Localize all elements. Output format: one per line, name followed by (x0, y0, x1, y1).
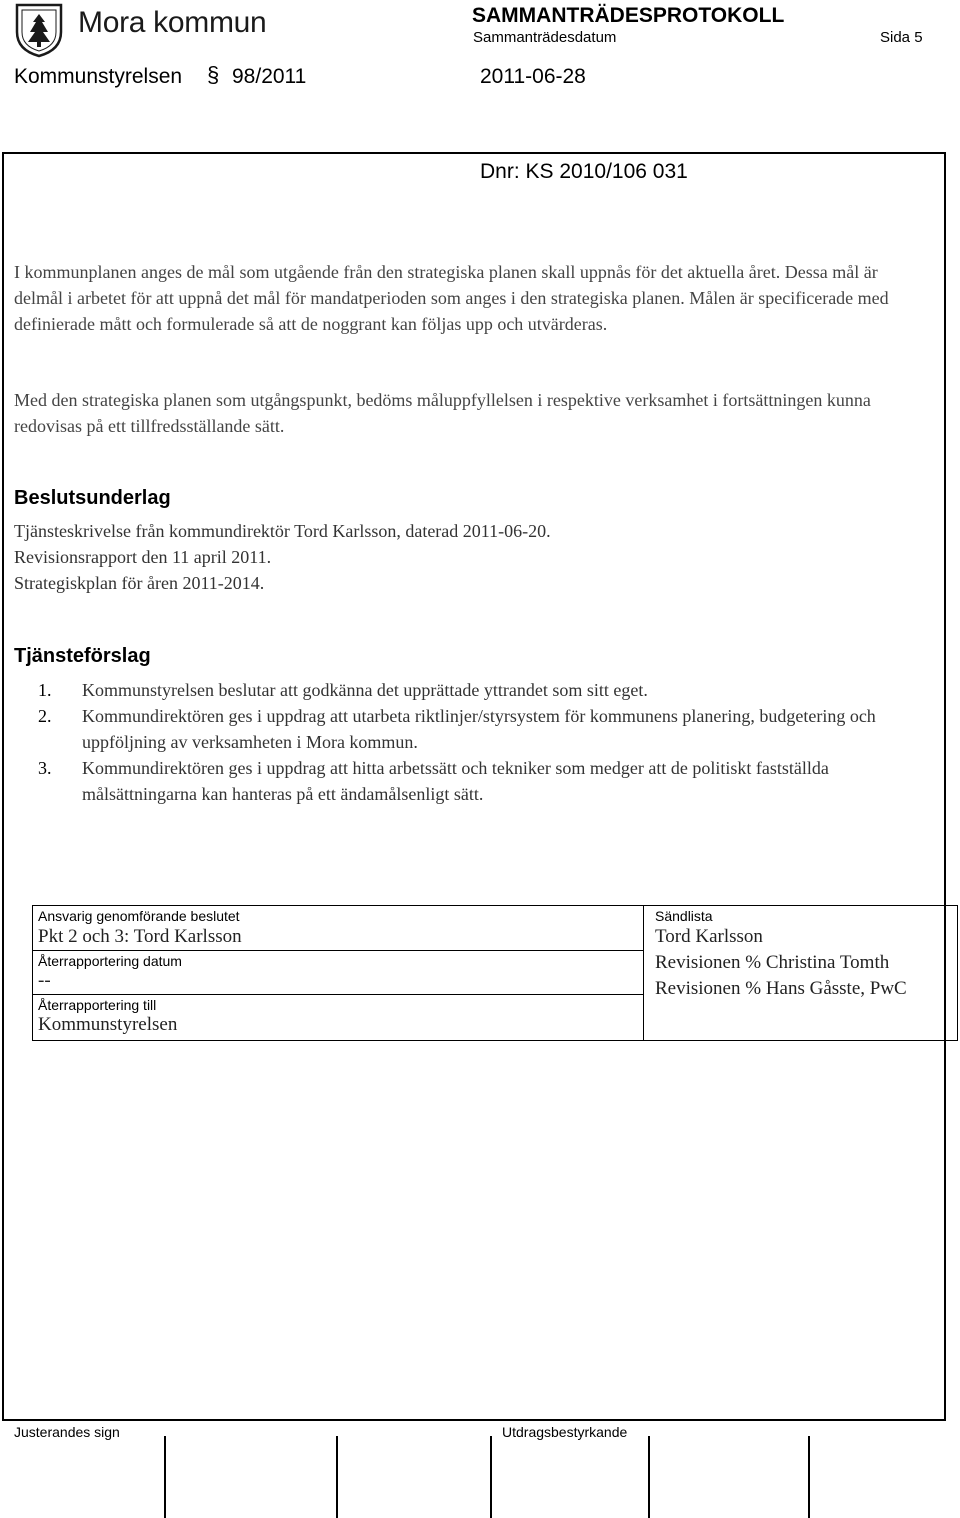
brand-name: Mora kommun (78, 6, 267, 39)
table-divider (32, 994, 644, 995)
beslutsunderlag-item: Tjänsteskrivelse från kommundirektör Tord Karlsson, daterad 2011-06-20. (14, 521, 551, 541)
meeting-date-label: Sammanträdesdatum (473, 29, 617, 46)
page-number: Sida 5 (880, 29, 923, 46)
body-paragraph: Med den strategiska planen som utgångspunkt, bedöms måluppfyllelsen i respektive verksamhet i fortsättningen kunna redovisas på ett tillfredsställande sätt. (14, 390, 871, 436)
proposal-text: Kommundirektören ges i uppdrag att utarbeta riktlinjer/styrsystem för kommunens planering, budgetering och uppföljning av verksamheten i Mora kommun. (82, 706, 876, 752)
tjansteforslag-heading: Tjänsteförslag (14, 645, 151, 667)
diary-number: Dnr: KS 2010/106 031 (480, 160, 688, 183)
report-date-label: Återrapportering datum (38, 953, 182, 969)
beslutsunderlag-item: Revisionsrapport den 11 april 2011. (14, 547, 272, 567)
body-name: Kommunstyrelsen (14, 65, 183, 88)
document-title: SAMMANTRÄDESPROTOKOLL (472, 4, 785, 27)
sendlist-item: Tord Karlsson (655, 926, 763, 947)
signature-box-divider (808, 1436, 810, 1518)
responsible-value: Pkt 2 och 3: Tord Karlsson (38, 926, 242, 947)
report-to-label: Återrapportering till (38, 997, 157, 1013)
body-paragraph: I kommunplanen anges de mål som utgående från den strategiska planen skall uppnås för det aktuella året. Dessa mål är delmål i arbetet för att uppnå det mål för mandatperioden som anges i den strategiska planen. Målen är specificerade med definierade mått och formulerade så att de noggrant kan följas upp och utvärderas. (14, 262, 889, 334)
paragraph-number: 98/2011 (232, 65, 307, 88)
sendlist-item: Revisionen % Christina Tomth (655, 952, 890, 973)
mora-kommun-crest-icon (14, 2, 64, 58)
sign-label: Justerandes sign (14, 1424, 120, 1440)
proposal-number: 3. (38, 758, 52, 778)
footer-divider (2, 1419, 946, 1421)
beslutsunderlag-item: Strategiskplan för åren 2011-2014. (14, 573, 265, 593)
proposal-number: 2. (38, 706, 52, 726)
signature-box-divider (336, 1436, 338, 1518)
proposal-text: Kommunstyrelsen beslutar att godkänna det upprättade yttrandet som sitt eget. (82, 680, 648, 700)
paragraph-sign: § (207, 62, 220, 87)
report-to-value: Kommunstyrelsen (38, 1014, 178, 1035)
beslutsunderlag-heading: Beslutsunderlag (14, 487, 171, 509)
proposal-text: Kommundirektören ges i uppdrag att hitta arbetssätt och tekniker som medger att de politiskt fastställda målsättningarna kan hanteras på ett ändamålsenligt sätt. (82, 758, 829, 804)
signature-box-divider (164, 1436, 166, 1518)
meeting-date: 2011-06-28 (480, 65, 586, 88)
table-divider (32, 950, 644, 951)
signature-box-divider (648, 1436, 650, 1518)
responsible-label: Ansvarig genomförande beslutet (38, 908, 240, 924)
sendlist-label: Sändlista (655, 908, 713, 924)
extract-label: Utdragsbestyrkande (502, 1424, 628, 1440)
proposal-number: 1. (38, 680, 52, 700)
signature-box-divider (490, 1436, 492, 1518)
sendlist-item: Revisionen % Hans Gåsste, PwC (655, 978, 907, 999)
report-date-value: -- (38, 970, 51, 991)
